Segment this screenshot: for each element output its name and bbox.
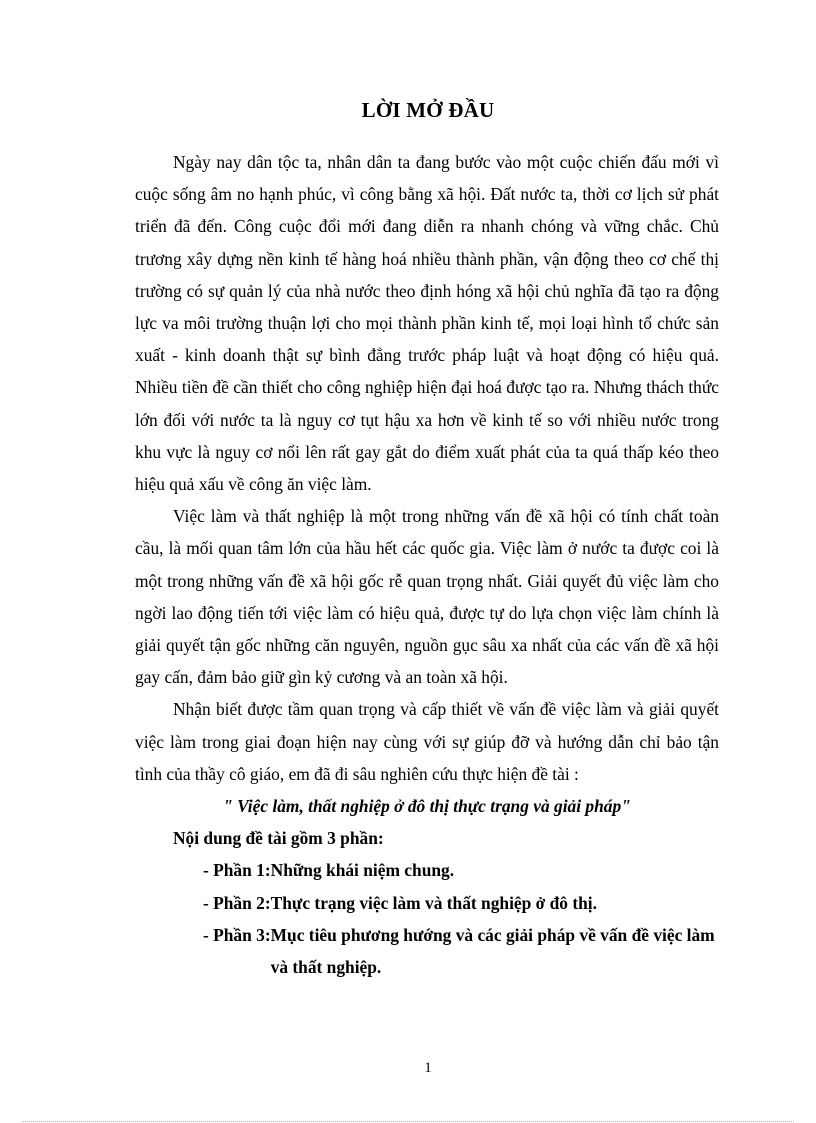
page-title: LỜI MỞ ĐẦU: [361, 98, 495, 122]
page-bottom-divider: [22, 1121, 794, 1122]
document-body: [135, 146, 719, 983]
part-2-text: Thực trạng việc làm và thất nghiệp ở đô thị.: [270, 892, 597, 913]
part-3-text: Mục tiêu phương hướng và các giải pháp về vấn đề việc làm và thất nghiệp.: [270, 924, 715, 978]
part-item-3: [135, 919, 719, 983]
intro-paragraph-1: Ngày nay dân tộc ta, nhân dân ta đang bước vào một cuộc chiến đấu mới vì cuộc sống âm no hạnh phúc, vì công bằng xã hội. Đất nước ta, thời cơ lịch sử phát triển đã đến. Công cuộc đổi mới đang diễn ra nhanh chóng và vững chắc. Chủ trương xây dựng nền kinh tế hàng hoá nhiều thành phần, vận động theo cơ chế thị trường có sự quản lý của nhà nước theo định hóng xã hội chủ nghĩa đã tạo ra động lực va môi trường thuận lợi cho mọi thành phần kinh tế, mọi loại hình tổ chức sản xuất - kinh doanh thật sự bình đẳng trước pháp luật và hoạt động có hiệu quả. Nhiều tiền đề cần thiết cho công nghiệp hiện đại hoá được tạo ra. Nhưng thách thức lớn đối với nước ta là nguy cơ tụt hậu xa hơn về kinh tế so với nhiều nước trong khu vực là nguy cơ nổi lên rất gay gắt do điểm xuất phát của ta quá thấp kéo theo hiệu quả xấu về công ăn việc làm.: [135, 152, 719, 495]
intro-paragraph-2: Việc làm và thất nghiệp là một trong những vấn đề xã hội có tính chất toàn cầu, là mối quan tâm lớn của hầu hết các quốc gia. Việc làm ở nước ta được coi là một trong những vấn đề xã hội gốc rễ quan trọng nhất. Giải quyết đủ việc làm cho ngời lao động tiến tới việc làm có hiệu quả, được tự do lựa chọn việc làm chính là giải quyết tận gốc những căn nguyên, nguồn gục sâu xa nhất của các vấn đề xã hội gay cấn, đảm bảo giữ gìn kỷ cương và an toàn xã hội.: [135, 506, 719, 688]
part-2-label: - Phần 2:: [203, 892, 271, 913]
intro-paragraph-3: Nhận biết được tầm quan trọng và cấp thiết về vấn đề việc làm và giải quyết việc làm trong giai đoạn hiện nay cùng với sự giúp đỡ và hướng dẫn chỉ bảo tận tình của thầy cô giáo, em đã đi sâu nghiên cứu thực hiện đề tài :: [135, 699, 719, 784]
part-item-1: [135, 854, 719, 886]
page-number: 1: [424, 1060, 432, 1076]
contents-heading: Nội dung đề tài gồm 3 phần:: [173, 828, 384, 849]
parts-list: [135, 854, 719, 983]
part-3-label: - Phần 3:: [203, 924, 271, 945]
part-1-text: Những khái niệm chung.: [270, 860, 455, 881]
part-1-label: - Phần 1:: [203, 860, 271, 881]
part-item-2: [135, 887, 719, 919]
topic-title: " Việc làm, thất nghiệp ở đô thị thực trạng và giải pháp": [223, 796, 631, 817]
